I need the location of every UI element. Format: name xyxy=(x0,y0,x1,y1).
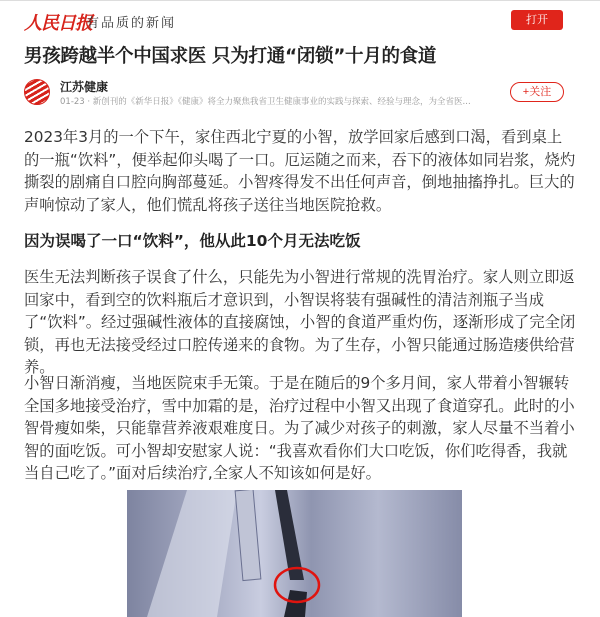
slogan: 有品质的新闻 xyxy=(86,16,177,31)
open-app-button[interactable]: 打开 xyxy=(511,10,563,30)
people-daily-logo: 人民日报 xyxy=(24,13,92,34)
top-divider xyxy=(0,0,600,1)
subheading: 因为误喝了一口“饮料”，他从此10个月无法吃饭 xyxy=(24,232,361,250)
author-meta: 01-23 · 新创刊的《新华日报》《健康》将全力聚焦我省卫生健康事业的实践与探索、经验与理念，为全省医... xyxy=(60,97,471,107)
paragraph: 医生无法判断孩子误食了什么，只能先为小智进行常规的洗胃治疗。家人则立即返回家中，看到空的饮料瓶后才意识到，小智误将装有强碱性的清洁剂瓶子当成了“饮料”。经过强碱性液体的直接腐蚀，小智的食道严重灼伤，逐渐形成了完全闭锁，再也无法接受经过口腔传递来的食物。为了生存，小智只能通过肠造瘘供给营养。 xyxy=(24,268,576,376)
article-title: 男孩跨越半个中国求医 只为打通“闭锁”十月的食道 xyxy=(24,46,437,67)
xray-image xyxy=(127,490,462,617)
author-avatar[interactable] xyxy=(24,79,50,105)
author-name[interactable]: 江苏健康 xyxy=(60,80,109,94)
follow-button[interactable]: +关注 xyxy=(510,82,564,102)
paragraph: 2023年3月的一个下午，家住西北宁夏的小智，放学回家后感到口渴，看到桌上的一瓶“饮料”，便举起仰头喝了一口。厄运随之而来，吞下的液体如同岩浆，烧灼撕裂的剧痛自口腔向胸部蔓延。小智疼得发不出任何声音，倒地抽搐挣扎。巨大的声响惊动了家人，他们慌乱将孩子送往当地医院抢救。 xyxy=(24,128,576,214)
paragraph: 小智日渐消瘦，当地医院束手无策。于是在随后的9个多月间，家人带着小智辗转全国多地接受治疗，雪中加霜的是，治疗过程中小智又出现了食道穿孔。此时的小智骨瘦如柴，只能靠营养液艰难度日。为了减少对孩子的刺激，家人尽量不当着小智的面吃饭。可小智却安慰家人说：“我喜欢看你们大口吃饭，你们吃得香，我就当自己吃了。”面对后续治疗,全家人不知该如何是好。 xyxy=(24,374,575,482)
